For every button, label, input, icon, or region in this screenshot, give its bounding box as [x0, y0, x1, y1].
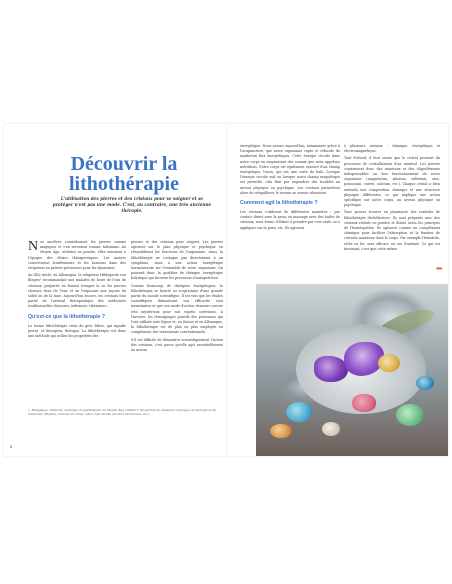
paragraph: S'il est difficile de démontrer scientifiquement l'action des cristaux, c'est parce qu'elle agit essentiellement au niveau: [131, 337, 223, 353]
section-heading: Qu'est-ce que la lithothérapie ?: [28, 313, 106, 320]
rose-stone: [352, 394, 376, 412]
drop-cap: N: [28, 239, 39, 254]
citrine-stone: [378, 354, 400, 372]
text-column-3: [240, 144, 340, 233]
white-stone: [322, 422, 340, 436]
footnote: 1. Religieuse, médecin, mystique et guérisseuse du Moyen Âge (1098-1179) autrice de plusieurs ouvrages de biologie et de médecine (Physica, Causae et Curae, Liber Ipsi divinis vel liber divinorum, etc.).: [28, 408, 217, 417]
text-column-4: [344, 144, 440, 254]
green-stone: [396, 404, 424, 426]
continuation-dots: •••: [436, 264, 442, 273]
text-column-2: [131, 240, 223, 355]
text-column-1: [28, 240, 126, 341]
paragraph: Comme beaucoup de thérapies énergétiques, la lithothérapie se heurte au scepticisme d'une grande partie du monde scientifique. Il est vrai que les études scientifiques démontrant son efficacité sont inexistantes et que son mode d'action demeure encore très mystérieux pour nos esprits cartésiens. À l'inverse, les témoignages positifs des personnes qui l'ont utilisée sont légion et, en Suisse et en Allemagne, la lithothérapie est de plus en plus employée en complément des traitements conventionnels.: [131, 283, 223, 335]
blue-stone: [286, 402, 312, 422]
paragraph: Tout d'abord, il faut savoir que le cristal provient du processus de cristallisation d'un minéral. Les pierres contiennent donc des minéraux et des oligoéléments indispensables au bon fonctionnement de notre organisme (magnésium, silicium, sélénium, zinc, potassium, cuivre, calcium, etc.). Chaque cristal a bien entendu une composition chimique et une structure physique différentes, ce qui implique une action spécifique sur notre corps, au niveau physique ou psychique.: [344, 156, 440, 208]
book-spread: [4, 124, 448, 456]
paragraph: énergétique. Nous savons aujourd'hui, notamment grâce à l'acupuncture, que notre organisme capte et véhicule de nombreux flux énergétiques. Cette énergie circule dans notre corps en empruntant des canaux que nous appelons méridiens. Notre corps est également entouré d'un champ énergétique, l'aura, qui est une sorte de halo. Lorsque l'énergie circule mal ou lorsque notre champ magnétique est perturbé, cela finit par engendrer des troubles au niveau physique ou psychique. Les cristaux permettent alors de rééquilibrer le terrain au niveau vibratoire.: [240, 144, 340, 195]
turquoise-stone: [416, 376, 434, 390]
page-gutter: [226, 124, 228, 456]
paragraph: Au XIIe siècle, en Allemagne, la religieuse Hildegarde von Bingen¹ recommandait aux malades de boire de l'eau de cristaux, préparée en faisant tremper la ou les pierres choisies dans de l'eau et en l'exposant aux rayons du soleil ou de la lune. Aujourd'hui encore, les cristaux font partie de l'arsenal thérapeutique des médecines traditionnelles chinoises, indiennes, tibétaines…: [28, 273, 126, 309]
amethyst-crystal: [314, 356, 348, 382]
paragraph: Vous pouvez trouver en pharmacie des remèdes de lithothérapie déchélatrices. Ils sont préparés avec des cristaux réduits en poudre et dilués selon les principes de l'homéopathie. Ils agissent comme un complément chimique pour faciliter l'absorption et la fixation de certains minéraux dans le corps. Par exemple l'hématite, riche en fer, sera efficace en cas d'anémie. Ce qui est fascinant, c'est que cette même: [344, 210, 440, 251]
crystals-photo: [256, 284, 448, 456]
intro-text: L'utilisation des pierres et des cristaux pour se soigner et se protéger n'est pas une mode. C'est, au contraire, une très ancienne thérapie.: [52, 196, 212, 213]
paragraph: à plusieurs niveaux : chimique, énergétique et électromagnétique.: [344, 144, 440, 154]
amber-stone: [270, 424, 292, 438]
paragraph: pierres et des cristaux pour soigner. Les pierres agissent sur le plan physique et psychique en rééquilibrant les fonctions de l'organisme. Ainsi, la lithothérapie ne s'attaque pas directement à un symptôme, mais a une action énergétique harmonisante sur l'ensemble de votre organisme. On pourrait donc la qualifier de thérapie énergétique holistique qui favorise les processus d'autoguérison.: [131, 240, 223, 281]
page-number: 6: [10, 444, 13, 449]
page-title: Découvrir la lithothérapie: [69, 153, 179, 195]
paragraph: Les cristaux s'utilisent de différentes manières : par contact direct avec la peau, en massage avec des huiles de cristaux, sous forme d'élixirs à prendre par voie orale ou à appliquer sur la peau, etc. Ils agissent: [240, 210, 340, 230]
paragraph: Nos ancêtres considéraient les pierres comme magiques et s'en servaient comme talismans. Au Moyen Âge, utilisées en poudre, elles entraient à l'époque des élixirs thérapeutiques. Les moines conservaient leurélements et les boissons dans des récipients en pierres précieuses pour les dynamiser.: [28, 239, 126, 271]
section-heading: Comment agit la lithothérapie ?: [240, 200, 318, 207]
paragraph: Le terme lithothérapie vient du grec lithos, qui signifie pierre, et therapeia, thérapie. La lithothérapie est donc une méthode qui utilise les propriétés des: [28, 323, 126, 339]
